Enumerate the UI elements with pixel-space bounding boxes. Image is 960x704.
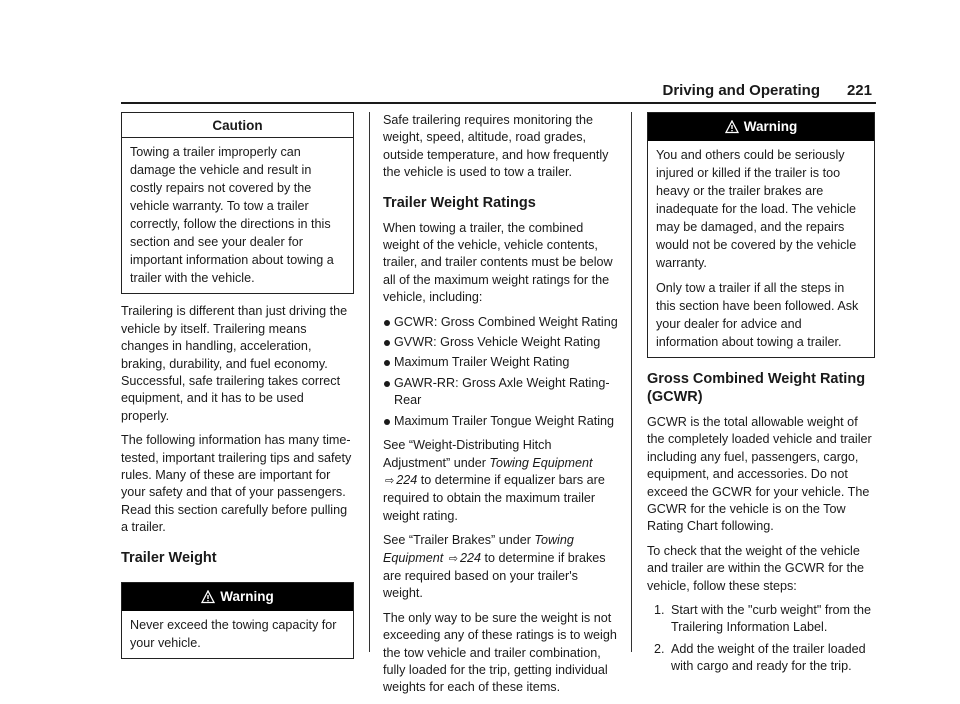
column-right xyxy=(647,112,875,680)
paragraph: GCWR is the total allowable weight of the completely loaded vehicle and trailer including any fuel, passengers, cargo, equipment, and accessories. Do not exceed the GCWR for your vehicle. The GCWR for the vehicle is on the Tow Rating Chart following. xyxy=(647,415,872,534)
paragraph: When towing a trailer, the combined weight of the vehicle, vehicle contents, trailer, and trailer contents must be below all of the maximum weight ratings for the vehicle, including: xyxy=(383,220,613,305)
step-text: Add the weight of the trailer loaded with cargo and ready for the trip. xyxy=(671,641,866,674)
page-arrow-icon: ⇨ xyxy=(385,474,395,487)
cross-reference-paragraph: See “Weight-Distributing Hitch Adjustment” under Towing Equipment ⇨ 224 to determine if equalizer bars are required to obtain the maximum trailer weight rating. xyxy=(383,438,605,523)
paragraph: To check that the weight of the vehicle and trailer are within the GCWR for the vehicle, follow these steps: xyxy=(647,543,864,593)
caution-text: Towing a trailer improperly can damage the vehicle and result in costly repairs not covered by the vehicle warranty. To tow a trailer correctly, follow the directions in this section and see your dealer for important information about towing a trailer with the vehicle. xyxy=(130,145,334,286)
warning-icon xyxy=(725,116,739,144)
column-divider xyxy=(631,112,632,652)
warning-icon xyxy=(201,586,215,614)
step-text: Start with the "curb weight" from the Trailering Information Label. xyxy=(671,603,872,635)
paragraph: The only way to be sure the weight is not exceeding any of these ratings is to weigh the tow vehicle and trailer combination, fully loaded for the trip, getting individual weights for each of these items. xyxy=(383,610,617,695)
steps-list xyxy=(647,602,875,676)
list-item: GCWR: Gross Combined Weight Rating xyxy=(383,314,618,331)
ratings-list xyxy=(383,314,618,430)
column-divider xyxy=(369,112,370,652)
list-item: GAWR-RR: Gross Axle Weight Rating-Rear xyxy=(383,375,618,410)
cross-reference-link[interactable]: Towing Equipment xyxy=(383,533,574,565)
list-item: Maximum Trailer Tongue Weight Rating xyxy=(383,413,618,430)
column-middle xyxy=(383,112,618,704)
paragraph: Trailering is different than just driving the vehicle by itself. Trailering means changes in handling, acceleration, braking, durability, and fuel economy. Successful, safe trailering takes correct equipment, and it has to be used properly. xyxy=(121,304,348,423)
column-left xyxy=(121,112,354,668)
step-number: 2. xyxy=(654,641,665,656)
warning-header xyxy=(122,583,353,611)
page-ref-link[interactable]: 224 xyxy=(459,550,481,565)
paragraph: The following information has many time-tested, important trailering tips and safety rules. Many of these are important for your safety and that of your passengers. Read this section carefully before pulling a trailer. xyxy=(121,433,352,535)
step-number: 1. xyxy=(654,603,665,618)
warning-text: Never exceed the towing capacity for your vehicle. xyxy=(130,617,337,650)
warning-text: You and others could be seriously injured or killed if the trailer is too heavy or the trailer brakes are inadequate for the load. The vehicle may be damaged, and the repairs would not be covered by the vehicle warranty. xyxy=(656,148,857,270)
warning-box xyxy=(647,112,875,358)
caution-title: Caution xyxy=(122,113,353,138)
warning-title: Warning xyxy=(220,588,274,604)
page-ref-link[interactable]: 224 xyxy=(396,472,418,487)
cross-reference-link[interactable]: Towing Equipment xyxy=(489,455,593,470)
section-heading: Gross Combined Weight Rating (GCWR) xyxy=(647,371,866,405)
paragraph: Safe trailering requires monitoring the weight, speed, altitude, road grades, outside temperature, and how frequently the vehicle is used to tow a trailer. xyxy=(383,113,609,180)
section-title: Driving and Operating xyxy=(662,82,820,99)
page-header xyxy=(121,82,876,104)
warning-title: Warning xyxy=(743,119,798,134)
step-item xyxy=(647,641,875,676)
list-item: Maximum Trailer Weight Rating xyxy=(383,354,618,371)
page-number: 221 xyxy=(846,82,872,99)
step-item xyxy=(647,602,875,637)
list-item: GVWR: Gross Vehicle Weight Rating xyxy=(383,334,618,351)
caution-box xyxy=(121,112,354,294)
warning-box xyxy=(121,582,354,659)
page-arrow-icon: ⇨ xyxy=(448,552,458,565)
cross-reference-paragraph: See “Trailer Brakes” under Towing Equipment ⇨ 224 to determine if brakes are required based on your trailer's weight. xyxy=(383,533,606,601)
warning-text: Only tow a trailer if all the steps in this section have been followed. Ask your dealer for advice and information about towing a trailer. xyxy=(656,281,859,349)
warning-header xyxy=(648,113,874,141)
section-heading: Trailer Weight xyxy=(121,549,217,566)
section-heading: Trailer Weight Ratings xyxy=(383,194,536,211)
